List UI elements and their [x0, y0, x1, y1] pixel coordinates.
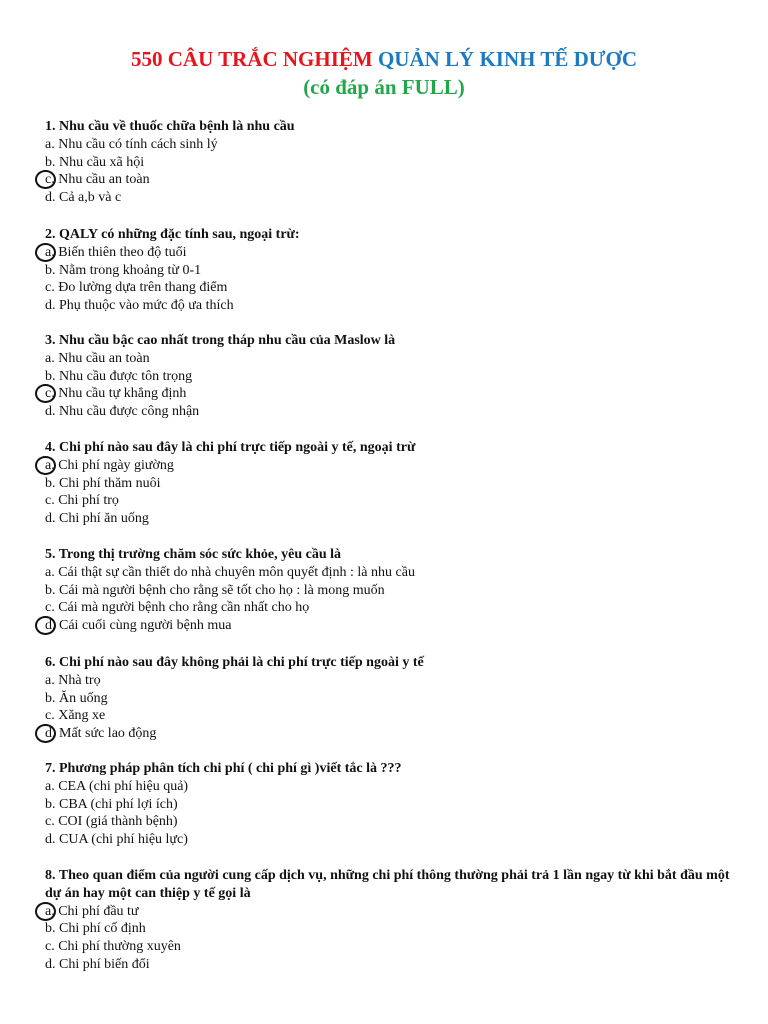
option-c: c. Chi phí trọ — [45, 493, 119, 509]
option-d: d. CUA (chi phí hiệu lực) — [45, 832, 188, 848]
question-7 — [45, 760, 735, 849]
option-a: a. Chi phí ngày giường — [45, 457, 735, 475]
question-4 — [45, 439, 735, 528]
option-c: c. COI (giá thành bệnh) — [45, 814, 178, 830]
option-c: c. Chi phí thường xuyên — [45, 939, 181, 955]
question-1 — [45, 118, 735, 207]
option-a: a. Biến thiên theo độ tuổi — [45, 244, 735, 262]
option-b: b. CBA (chi phí lợi ích) — [45, 796, 178, 812]
answer-circle-mark — [35, 902, 56, 921]
option-d: d. Cả a,b và c — [45, 190, 122, 206]
question-text: 7. Phương pháp phân tích chi phí ( chi phí gì )viết tắc là ??? — [45, 761, 402, 776]
question-text: 8. Theo quan điểm của người cung cấp dịch vụ, những chi phí thông thường phải trả 1 lần ngay từ khi bắt đầu một dự án hay một can thiệp y tế gọi là — [45, 868, 730, 901]
option-b: b. Nằm trong khoảng từ 0-1 — [45, 262, 202, 278]
option-b: b. Cái mà người bệnh cho rằng sẽ tốt cho họ : là mong muốn — [45, 582, 385, 598]
option-b: b. Nhu cầu được tôn trọng — [45, 368, 193, 384]
option-d: d. Chi phí ăn uống — [45, 511, 149, 527]
question-text: 5. Trong thị trường chăm sóc sức khỏe, yêu cầu là — [45, 547, 342, 562]
option-c: c. Nhu cầu tự khẳng định — [45, 385, 735, 403]
option-d: d. Phụ thuộc vào mức độ ưa thích — [45, 298, 234, 314]
answer-circle-mark — [35, 170, 56, 189]
question-text: 3. Nhu cầu bậc cao nhất trong tháp nhu cầu của Maslow là — [45, 333, 396, 348]
document-title — [0, 46, 768, 72]
answer-circle-mark — [35, 616, 56, 635]
answer-circle-mark — [35, 384, 56, 403]
option-a: a. Nhà trọ — [45, 672, 101, 688]
question-8 — [45, 867, 735, 974]
option-c: c. Nhu cầu an toàn — [45, 171, 735, 189]
option-a: a. Chi phí đầu tư — [45, 903, 735, 921]
question-text: 1. Nhu cầu về thuốc chữa bệnh là nhu cầu — [45, 119, 295, 134]
option-c: c. Xăng xe — [45, 708, 106, 724]
option-b: b. Chi phí cố định — [45, 921, 146, 937]
option-c: c. Cái mà người bệnh cho rằng cần nhất cho họ — [45, 600, 310, 616]
question-text: 2. QALY có những đặc tính sau, ngoại trừ: — [45, 227, 300, 242]
option-a: a. CEA (chi phí hiệu quả) — [45, 778, 189, 794]
document-subtitle: (có đáp án FULL) — [303, 75, 465, 99]
option-b: b. Chi phí thăm nuôi — [45, 475, 161, 491]
title-red-part: 550 CÂU TRẮC NGHIỆM — [131, 47, 378, 71]
title-blue-part: QUẢN LÝ KINH TẾ DƯỢC — [377, 47, 637, 71]
question-text: 6. Chi phí nào sau đây không phải là chi phí trực tiếp ngoài y tế — [45, 655, 424, 670]
option-a: a. Cái thật sự cần thiết do nhà chuyên môn quyết định : là nhu cầu — [45, 564, 415, 580]
option-d: d. Mất sức lao động — [45, 725, 735, 743]
question-6 — [45, 654, 735, 743]
answer-circle-mark — [35, 243, 56, 262]
question-text: 4. Chi phí nào sau đây là chi phí trực tiếp ngoài y tế, ngoại trừ — [45, 440, 416, 455]
option-d: d. Chi phí biến đổi — [45, 956, 150, 972]
option-c: c. Đo lường dựa trên thang điểm — [45, 280, 228, 296]
option-a: a. Nhu cầu an toàn — [45, 350, 150, 366]
question-3 — [45, 332, 735, 421]
option-b: b. Ăn uống — [45, 690, 108, 706]
question-5 — [45, 546, 735, 635]
answer-circle-mark — [35, 724, 56, 743]
answer-circle-mark — [35, 456, 56, 475]
option-a: a. Nhu cầu có tính cách sinh lý — [45, 136, 218, 152]
option-d: d. Cái cuối cùng người bệnh mua — [45, 617, 735, 635]
question-2 — [45, 226, 735, 315]
option-b: b. Nhu cầu xã hội — [45, 154, 145, 170]
option-d: d. Nhu cầu được công nhận — [45, 404, 200, 420]
